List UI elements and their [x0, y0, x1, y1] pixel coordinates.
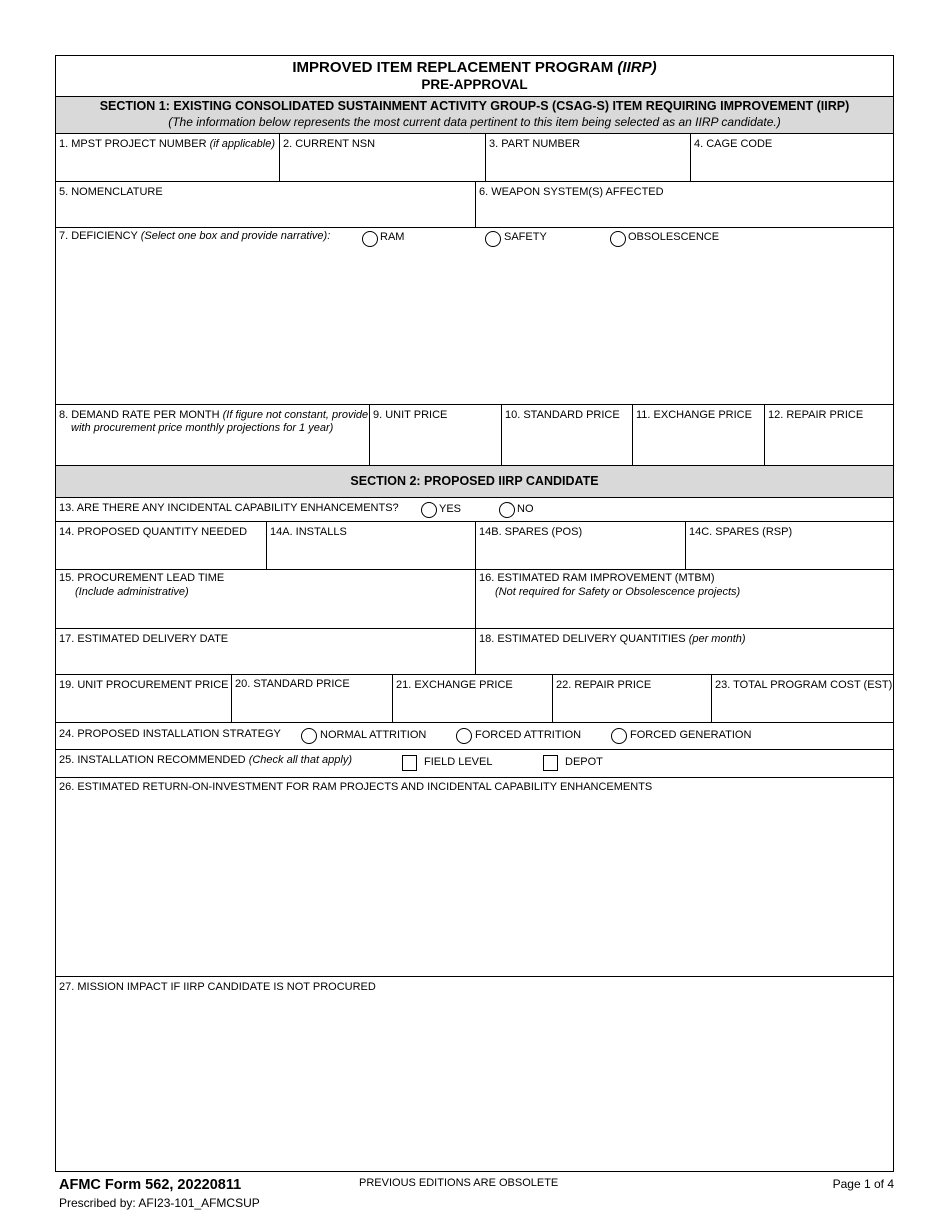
- field-19-unit-procurement-price[interactable]: [56, 674, 231, 722]
- field-8-demand-rate[interactable]: [56, 404, 369, 465]
- field-14-proposed-quantity[interactable]: [56, 521, 266, 569]
- field-26-return-on-investment[interactable]: [56, 777, 893, 976]
- field-8-note: with procurement price monthly projections for 1 year): [71, 422, 334, 434]
- deficiency-ram-radio[interactable]: [362, 231, 378, 247]
- field-24-installation-strategy: [56, 722, 893, 749]
- field-5-label: 5. NOMENCLATURE: [59, 186, 163, 198]
- field-14a-label: 14A. INSTALLS: [270, 526, 347, 538]
- field-9-unit-price[interactable]: [369, 404, 501, 465]
- enhancement-no-radio[interactable]: [499, 502, 515, 518]
- field-14c-label: 14C. SPARES (RSP): [689, 526, 793, 538]
- field-6-label: 6. WEAPON SYSTEM(S) AFFECTED: [479, 186, 664, 198]
- field-14c-spares-rsp[interactable]: [685, 521, 893, 569]
- section-1-title: SECTION 1: EXISTING CONSOLIDATED SUSTAINMENT ACTIVITY GROUP-S (CSAG-S) ITEM REQUIRING IMPROVEMENT (IIRP): [99, 99, 850, 113]
- field-23-label: 23. TOTAL PROGRAM COST (EST): [715, 679, 893, 691]
- field-level-label: FIELD LEVEL: [424, 756, 493, 768]
- field-12-label: 12. REPAIR PRICE: [768, 409, 864, 421]
- enhancement-no-label: NO: [517, 503, 534, 515]
- field-15-note: (Include administrative): [75, 586, 189, 598]
- field-27-mission-impact[interactable]: [56, 976, 893, 1171]
- field-26-label: 26. ESTIMATED RETURN-ON-INVESTMENT FOR RAM PROJECTS AND INCIDENTAL CAPABILITY ENHANCEMENTS: [59, 781, 653, 793]
- field-18-delivery-quantities[interactable]: [475, 628, 893, 674]
- field-1-mpst-project-number[interactable]: [56, 133, 279, 181]
- form-title-abbr: (IIRP): [617, 59, 657, 76]
- field-level-checkbox[interactable]: [402, 755, 417, 771]
- field-6-weapon-systems[interactable]: [475, 181, 893, 227]
- form-title: [56, 59, 893, 76]
- field-15-label: 15. PROCUREMENT LEAD TIME: [59, 572, 225, 584]
- field-21-label: 21. EXCHANGE PRICE: [396, 679, 513, 691]
- field-14-label: 14. PROPOSED QUANTITY NEEDED: [59, 526, 248, 538]
- strategy-forced-attrition-radio[interactable]: [456, 728, 472, 744]
- field-25-label: 25. INSTALLATION RECOMMENDED (Check all that apply): [59, 754, 353, 766]
- field-22-repair-price[interactable]: [552, 674, 711, 722]
- field-18-label: 18. ESTIMATED DELIVERY QUANTITIES (per month): [479, 633, 746, 645]
- deficiency-obsolescence-label: OBSOLESCENCE: [628, 231, 720, 243]
- field-14a-installs[interactable]: [266, 521, 475, 569]
- field-11-exchange-price[interactable]: [632, 404, 764, 465]
- footer-page-number: Page 1 of 4: [832, 1177, 894, 1191]
- footer-previous-editions: PREVIOUS EDITIONS ARE OBSOLETE: [359, 1177, 559, 1189]
- field-10-label: 10. STANDARD PRICE: [505, 409, 620, 421]
- field-16-ram-improvement[interactable]: [475, 569, 893, 628]
- field-3-part-number[interactable]: [485, 133, 690, 181]
- field-2-label: 2. CURRENT NSN: [283, 138, 376, 150]
- section-1-header: [56, 96, 893, 133]
- enhancement-yes-radio[interactable]: [421, 502, 437, 518]
- field-10-standard-price[interactable]: [501, 404, 632, 465]
- strategy-forced-generation-radio[interactable]: [611, 728, 627, 744]
- field-1-label: 1. MPST PROJECT NUMBER (if applicable): [59, 138, 275, 150]
- field-3-label: 3. PART NUMBER: [489, 138, 581, 150]
- field-2-current-nsn[interactable]: [279, 133, 485, 181]
- field-14b-spares-pos[interactable]: [475, 521, 685, 569]
- field-4-label: 4. CAGE CODE: [694, 138, 773, 150]
- field-21-exchange-price[interactable]: [392, 674, 552, 722]
- field-4-cage-code[interactable]: [690, 133, 893, 181]
- field-20-label: 20. STANDARD PRICE: [235, 678, 350, 690]
- deficiency-safety-radio[interactable]: [485, 231, 501, 247]
- form-subtitle: PRE-APPROVAL: [421, 77, 528, 92]
- form-frame: [55, 55, 894, 1172]
- field-5-nomenclature[interactable]: [56, 181, 475, 227]
- field-22-label: 22. REPAIR PRICE: [556, 679, 652, 691]
- enhancement-yes-label: YES: [439, 503, 462, 515]
- strategy-forced-attrition-label: FORCED ATTRITION: [475, 729, 582, 741]
- field-12-repair-price[interactable]: [764, 404, 893, 465]
- field-13-label: 13. ARE THERE ANY INCIDENTAL CAPABILITY ENHANCEMENTS?: [59, 502, 399, 514]
- field-7-label: 7. DEFICIENCY (Select one box and provide narrative):: [59, 230, 331, 242]
- field-17-delivery-date[interactable]: [56, 628, 475, 674]
- field-14b-label: 14B. SPARES (POS): [479, 526, 583, 538]
- field-7-deficiency[interactable]: [56, 227, 893, 404]
- form-title-text: IMPROVED ITEM REPLACEMENT PROGRAM: [292, 59, 614, 76]
- strategy-normal-attrition-label: NORMAL ATTRITION: [320, 729, 427, 741]
- deficiency-obsolescence-radio[interactable]: [610, 231, 626, 247]
- field-27-label: 27. MISSION IMPACT IF IIRP CANDIDATE IS NOT PROCURED: [59, 981, 376, 993]
- section-2-title: SECTION 2: PROPOSED IIRP CANDIDATE: [350, 474, 599, 488]
- depot-label: DEPOT: [565, 756, 603, 768]
- section-1-note: (The information below represents the most current data pertinent to this item being selected as an IIRP candidate.): [168, 115, 781, 129]
- deficiency-ram-label: RAM: [380, 231, 405, 243]
- field-15-procurement-lead-time[interactable]: [56, 569, 475, 628]
- field-24-label: 24. PROPOSED INSTALLATION STRATEGY: [59, 728, 281, 740]
- strategy-normal-attrition-radio[interactable]: [301, 728, 317, 744]
- field-16-label: 16. ESTIMATED RAM IMPROVEMENT (MTBM): [479, 572, 715, 584]
- field-13-capability-enhancements: [56, 497, 893, 521]
- field-20-standard-price[interactable]: [231, 674, 392, 722]
- field-23-total-program-cost[interactable]: [711, 674, 893, 722]
- field-8-label: 8. DEMAND RATE PER MONTH (If figure not constant, provide: [59, 409, 369, 421]
- footer-prescribed-by: Prescribed by: AFI23-101_AFMCSUP: [59, 1196, 260, 1210]
- footer-form-id: AFMC Form 562, 20220811: [59, 1177, 242, 1193]
- field-17-label: 17. ESTIMATED DELIVERY DATE: [59, 633, 229, 645]
- field-9-label: 9. UNIT PRICE: [373, 409, 448, 421]
- section-2-header: [56, 465, 893, 497]
- deficiency-safety-label: SAFETY: [504, 231, 547, 243]
- field-16-note: (Not required for Safety or Obsolescence projects): [495, 586, 741, 598]
- depot-checkbox[interactable]: [543, 755, 558, 771]
- field-11-label: 11. EXCHANGE PRICE: [636, 409, 752, 421]
- strategy-forced-generation-label: FORCED GENERATION: [630, 729, 752, 741]
- field-25-installation-recommended: [56, 749, 893, 777]
- field-19-label: 19. UNIT PROCUREMENT PRICE: [59, 679, 229, 691]
